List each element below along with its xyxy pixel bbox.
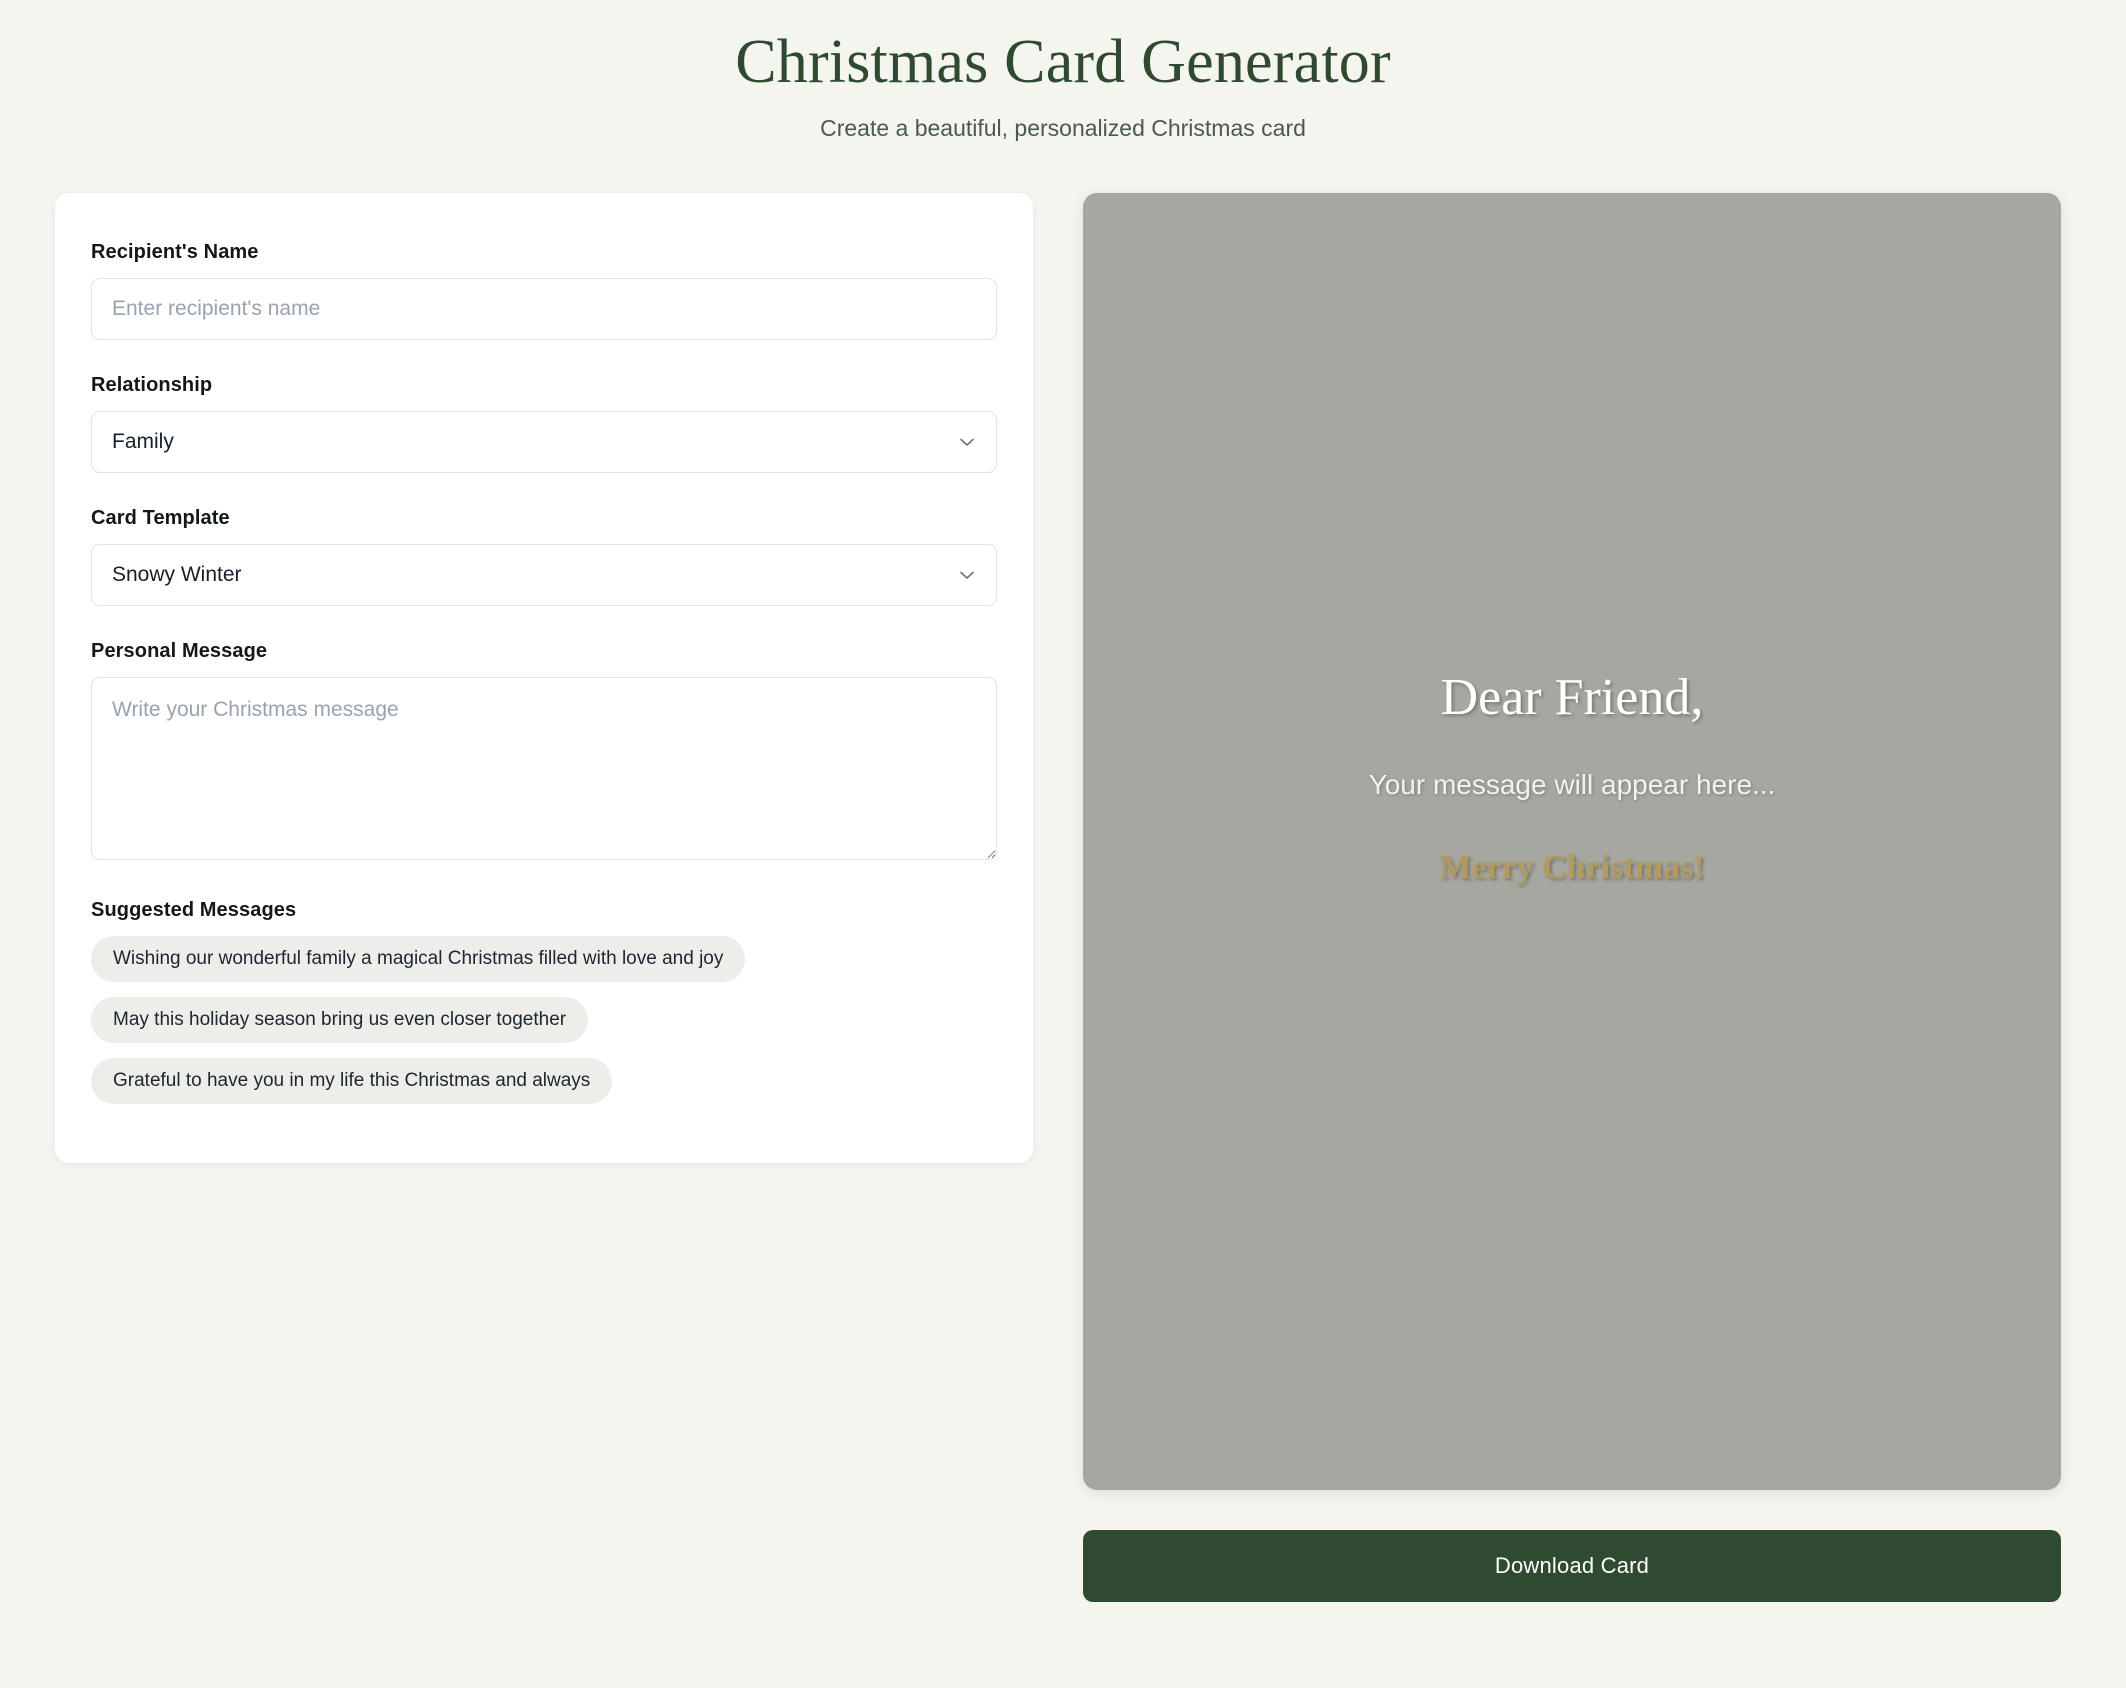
relationship-select-wrap <box>91 411 997 473</box>
relationship-select[interactable] <box>91 411 997 473</box>
relationship-label: Relationship <box>91 374 213 396</box>
card-template-select-wrap <box>91 544 997 606</box>
suggestion-row <box>91 997 997 1058</box>
suggestion-chip[interactable]: May this holiday season bring us even closer together <box>91 997 588 1043</box>
recipient-name-input[interactable] <box>91 278 997 340</box>
relationship-selected-value: Family <box>112 430 174 453</box>
card-closing: Merry Christmas! <box>1439 849 1705 886</box>
suggestion-chip[interactable]: Wishing our wonderful family a magical Christmas filled with love and joy <box>91 936 745 982</box>
download-card-button[interactable]: Download Card <box>1083 1530 2061 1602</box>
main-content <box>55 193 2071 1602</box>
page-subtitle: Create a beautiful, personalized Christmas card <box>820 115 1306 142</box>
card-message: Your message will appear here... <box>1368 769 1776 800</box>
personal-message-field <box>91 640 997 865</box>
card-template-select[interactable] <box>91 544 997 606</box>
suggested-messages-section <box>91 899 997 1119</box>
card-template-selected-value: Snowy Winter <box>112 563 242 586</box>
card-template-field <box>91 507 997 606</box>
suggestion-row <box>91 1058 997 1119</box>
personal-message-input[interactable] <box>91 677 997 860</box>
suggestion-row <box>91 936 997 997</box>
card-template-label: Card Template <box>91 507 230 529</box>
card-form-panel <box>55 193 1033 1163</box>
recipient-name-field <box>91 241 997 340</box>
relationship-field <box>91 374 997 473</box>
card-preview <box>1083 193 2061 1490</box>
card-preview-panel <box>1083 193 2061 1602</box>
page-title: Christmas Card Generator <box>735 28 1391 96</box>
page-header <box>0 0 2126 142</box>
recipient-name-label: Recipient's Name <box>91 241 259 263</box>
suggestion-chip[interactable]: Grateful to have you in my life this Christmas and always <box>91 1058 612 1104</box>
card-greeting: Dear Friend, <box>1440 669 1704 726</box>
suggested-messages-label: Suggested Messages <box>91 899 297 921</box>
card-preview-content <box>1083 668 2061 887</box>
personal-message-label: Personal Message <box>91 640 268 662</box>
